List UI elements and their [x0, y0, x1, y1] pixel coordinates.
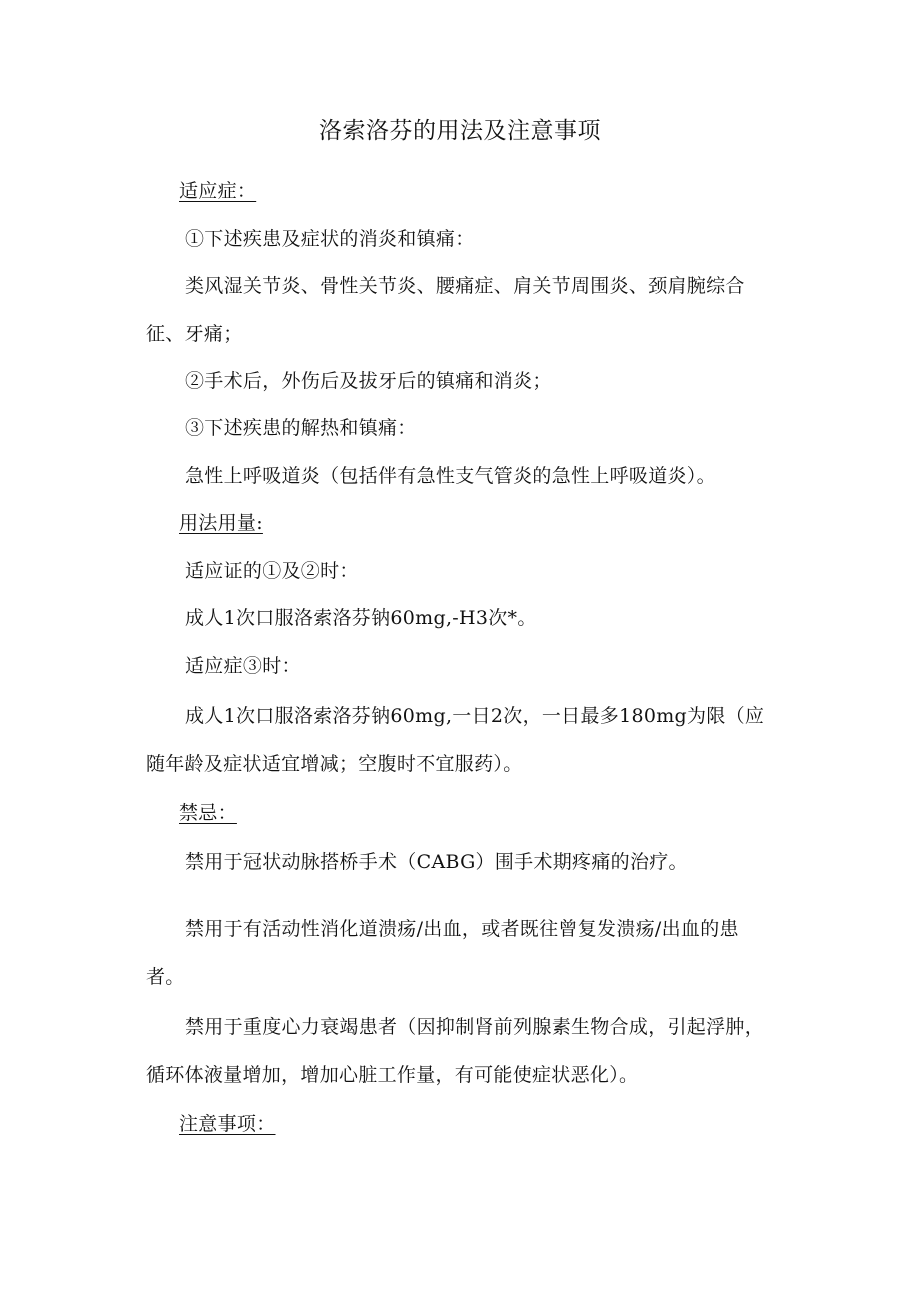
document-title: 洛索洛芬的用法及注意事项: [319, 118, 601, 144]
contraindications-line-3a: 禁用于重度心力衰竭患者（因抑制肾前列腺素生物合成，引起浮肿，: [185, 1016, 765, 1038]
indications-line-2b: 征、牙痛；: [146, 323, 243, 345]
contraindications-heading: 禁忌：: [179, 802, 237, 824]
dosage-line-2: 成人1次口服洛索洛芬钠60mg,-H3次*。: [185, 607, 537, 629]
precautions-heading: 注意事项：: [179, 1113, 276, 1135]
indications-line-5: 急性上呼吸道炎（包括伴有急性支气管炎的急性上呼吸道炎）。: [185, 465, 716, 487]
contraindications-line-3b: 循环体液量增加，增加心脏工作量，有可能使症状恶化）。: [146, 1064, 639, 1086]
indications-line-4: ③下述疾患的解热和镇痛：: [185, 417, 417, 439]
indications-line-1: ①下述疾患及症状的消炎和镇痛：: [185, 228, 475, 250]
indications-line-3: ②手术后，外伤后及拔牙后的镇痛和消炎；: [185, 370, 552, 392]
contraindications-line-2b: 者。: [146, 966, 185, 988]
dosage-heading: 用法用量:: [179, 512, 263, 534]
dosage-line-4a: 成人1次口服洛索洛芬钠60mg,一日2次，一日最多180mg为限（应: [185, 705, 765, 727]
dosage-line-4b: 随年龄及症状适宜增减；空腹时不宜服药）。: [146, 753, 523, 775]
dosage-line-1: 适应证的①及②时：: [185, 560, 359, 582]
indications-heading: 适应症：: [179, 180, 257, 202]
indications-line-2a: 类风湿关节炎、骨性关节炎、腰痛症、肩关节周围炎、颈肩腕综合: [185, 275, 745, 297]
dosage-line-3: 适应症③时：: [185, 655, 301, 677]
contraindications-line-1: 禁用于冠状动脉搭桥手术（CABG）围手术期疼痛的治疗。: [185, 851, 688, 873]
contraindications-line-2a: 禁用于有活动性消化道溃疡/出血，或者既往曾复发溃疡/出血的患: [185, 918, 739, 940]
